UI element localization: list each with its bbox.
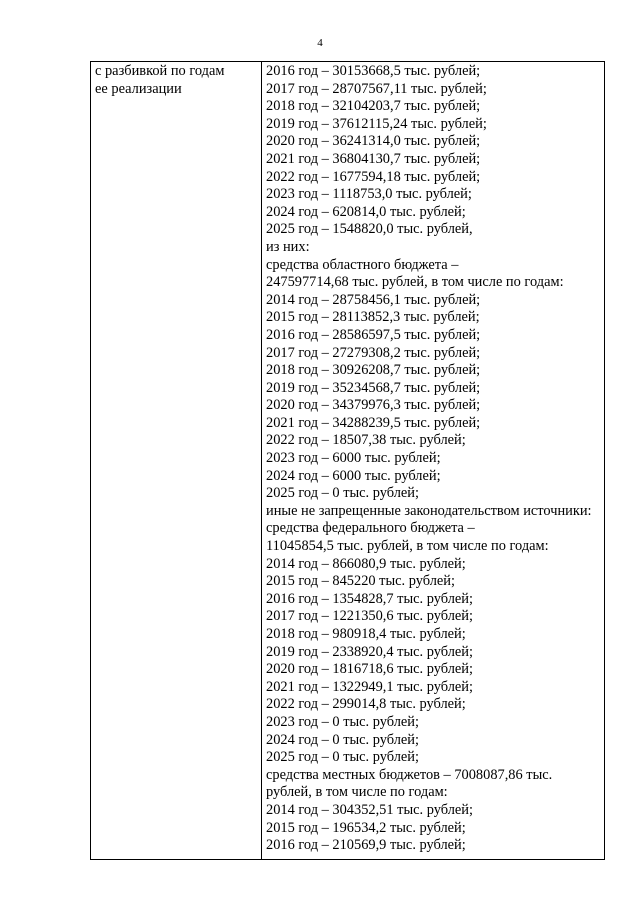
text-line: 2015 год – 28113852,3 тыс. рублей; [266, 309, 480, 326]
text-line: 2016 год – 28586597,5 тыс. рублей; [266, 326, 481, 343]
text-line: 2014 год – 304352,51 тыс. рублей; [266, 801, 473, 818]
text-line: 2015 год – 196534,2 тыс. рублей; [266, 819, 466, 836]
text-line: 2020 год – 34379976,3 тыс. рублей; [266, 397, 481, 414]
text-line: 2018 год – 30926208,7 тыс. рублей; [266, 362, 481, 379]
text-line: 2019 год – 2338920,4 тыс. рублей; [266, 643, 473, 660]
text-line: средства местных бюджетов – 7008087,86 тыс. [266, 766, 553, 783]
value-cell [262, 62, 605, 860]
text-line: 2020 год – 36241314,0 тыс. рублей; [266, 133, 481, 150]
text-line: 2016 год – 1354828,7 тыс. рублей; [266, 590, 473, 607]
text-line: 2014 год – 28758456,1 тыс. рублей; [266, 291, 481, 308]
text-line: средства областного бюджета – [266, 256, 459, 273]
text-line: 2021 год – 34288239,5 тыс. рублей; [266, 414, 481, 431]
text-line: 2023 год – 1118753,0 тыс. рублей; [266, 186, 472, 203]
text-line: 2024 год – 6000 тыс. рублей; [266, 467, 441, 484]
text-line: рублей, в том числе по годам: [266, 784, 448, 801]
text-line: 2023 год – 0 тыс. рублей; [266, 713, 419, 730]
text-line: 2021 год – 36804130,7 тыс. рублей; [266, 150, 481, 167]
text-line: 2022 год – 18507,38 тыс. рублей; [266, 432, 466, 449]
text-line: 2017 год – 28707567,11 тыс. рублей; [266, 80, 487, 97]
text-line: 2025 год – 0 тыс. рублей; [266, 485, 419, 502]
text-line: 2017 год – 27279308,2 тыс. рублей; [266, 344, 481, 361]
text-line: 2016 год – 30153668,5 тыс. рублей; [266, 63, 481, 79]
financing-table [90, 61, 605, 860]
text-line: 2019 год – 35234568,7 тыс. рублей; [266, 379, 481, 396]
table-row [91, 62, 605, 860]
text-line: 2023 год – 6000 тыс. рублей; [266, 450, 441, 467]
text-line: 2018 год – 980918,4 тыс. рублей; [266, 626, 466, 642]
text-line: 2025 год – 1548820,0 тыс. рублей, [266, 221, 473, 238]
text-line: 2025 год – 0 тыс. рублей; [266, 749, 419, 766]
text-line: иные не запрещенные законодательством источники: [266, 502, 592, 519]
text-line: 2022 год – 299014,8 тыс. рублей; [266, 696, 466, 713]
label-cell [91, 62, 262, 860]
text-line: 2018 год – 32104203,7 тыс. рублей; [266, 98, 481, 115]
text-line: 2014 год – 866080,9 тыс. рублей; [266, 555, 466, 572]
text-line: с разбивкой по годам [95, 63, 225, 79]
text-line: 11045854,5 тыс. рублей, в том числе по годам: [266, 538, 549, 555]
text-line: 2017 год – 1221350,6 тыс. рублей; [266, 608, 473, 625]
text-line: из них: [266, 238, 310, 255]
text-line: 2021 год – 1322949,1 тыс. рублей; [266, 678, 473, 695]
text-line: средства федерального бюджета – [266, 520, 475, 537]
text-line: 2020 год – 1816718,6 тыс. рублей; [266, 661, 473, 678]
text-line: 2016 год – 210569,9 тыс. рублей; [266, 837, 466, 854]
text-line: 2019 год – 37612115,24 тыс. рублей; [266, 115, 487, 132]
text-line: 2024 год – 620814,0 тыс. рублей; [266, 203, 466, 220]
text-line: 2015 год – 845220 тыс. рублей; [266, 573, 455, 590]
text-line: ее реализации [95, 80, 182, 97]
page-number: 4 [317, 37, 323, 49]
text-line: 2024 год – 0 тыс. рублей; [266, 731, 419, 748]
text-line: 247597714,68 тыс. рублей, в том числе по годам: [266, 274, 564, 291]
text-line: 2022 год – 1677594,18 тыс. рублей; [266, 168, 481, 185]
